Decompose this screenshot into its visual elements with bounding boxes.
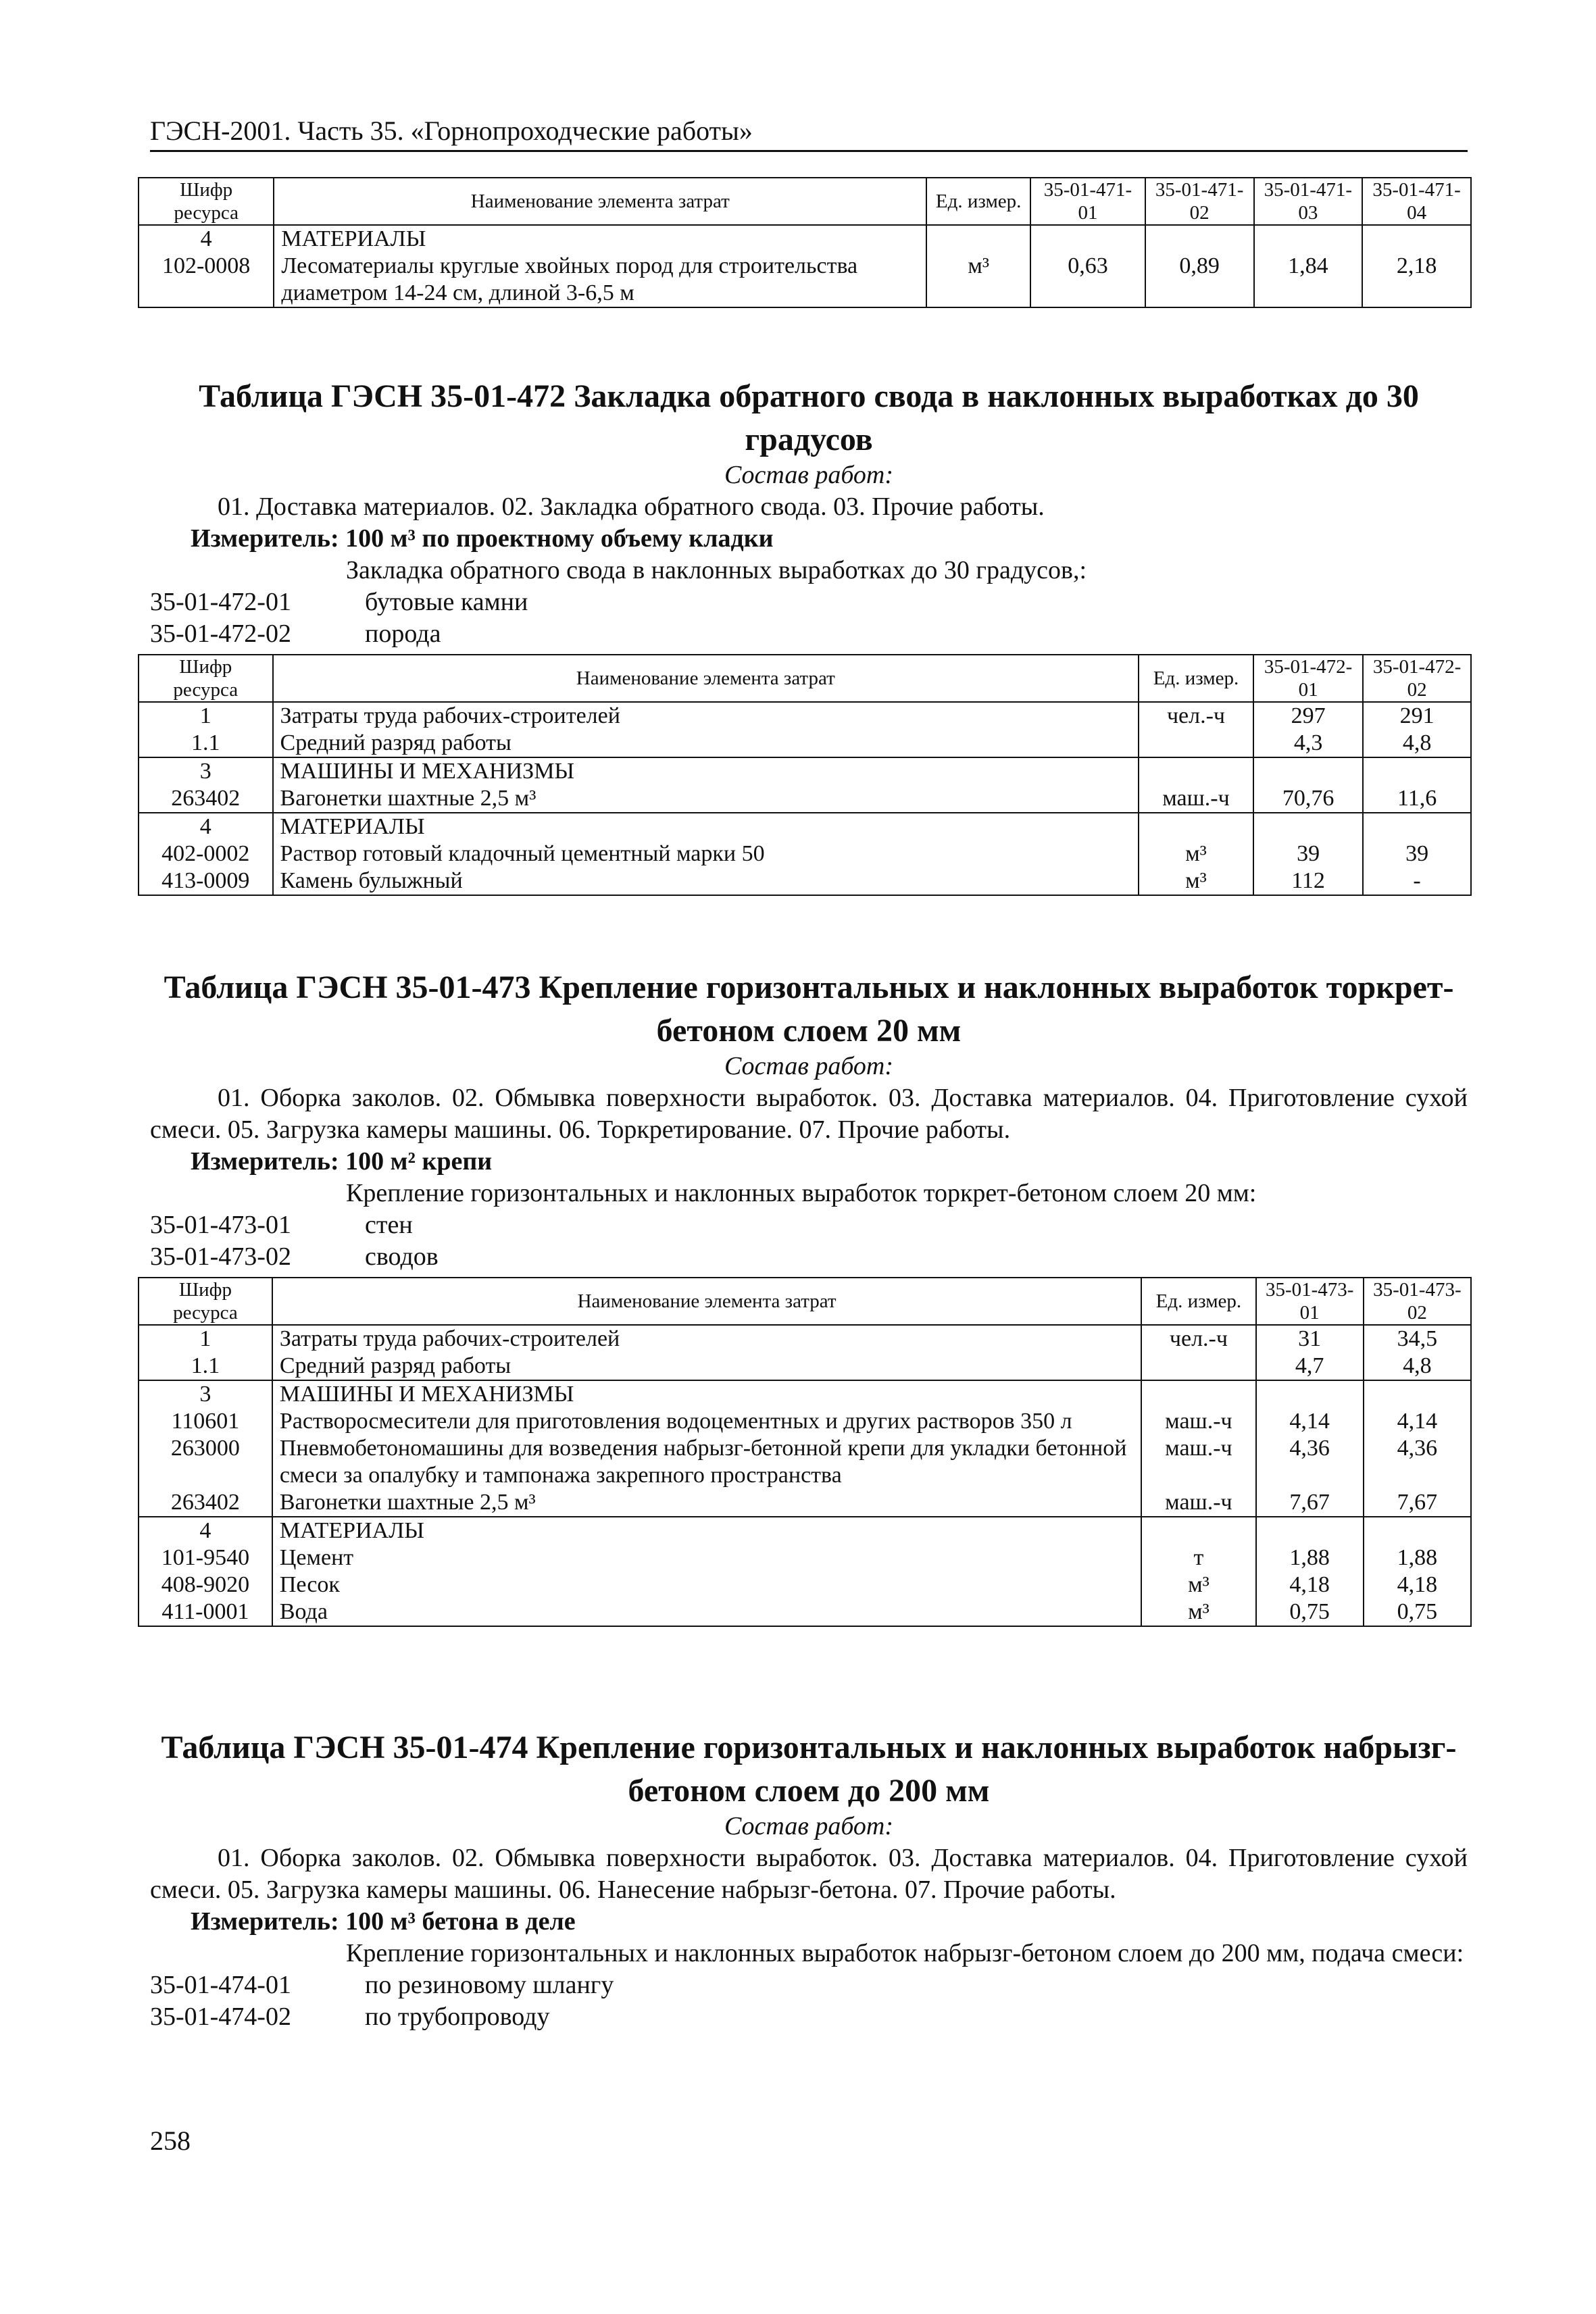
- row-unit: [1139, 730, 1253, 757]
- row-value: 4,18: [1364, 1571, 1471, 1599]
- table-row: [139, 867, 1471, 895]
- section-title-473: Таблица ГЭСН 35-01-473 Крепление горизонтальных и наклонных выработок торкрет-бетоном слоем 20 мм: [164, 970, 1454, 1049]
- col-unit-header: Ед. измер.: [1141, 1278, 1255, 1325]
- variant-row: [150, 618, 1468, 650]
- row-value: [1364, 1517, 1471, 1544]
- variants-description: Крепление горизонтальных и наклонных выработок торкрет-бетоном слоем 20 мм:: [346, 1179, 1257, 1207]
- row-unit: [1141, 1353, 1255, 1380]
- row-value: 34,5: [1364, 1325, 1471, 1353]
- page-number: 258: [150, 2126, 191, 2156]
- variant-text: по трубопроводу: [365, 2003, 550, 2031]
- variant-row: [150, 2001, 1468, 2033]
- row-value: 39: [1253, 840, 1363, 867]
- row-unit: чел.-ч: [1141, 1325, 1255, 1353]
- row-unit: т: [1141, 1544, 1255, 1571]
- variant-code: 35-01-474-02: [150, 2003, 291, 2031]
- row-name: МАТЕРИАЛЫ: [274, 225, 926, 253]
- variant-text: стен: [365, 1211, 413, 1239]
- section-body-473: [150, 1051, 1468, 1273]
- row-value: [1030, 225, 1145, 253]
- row-code: 4: [139, 225, 274, 253]
- section-body-474: [150, 1811, 1468, 2033]
- row-value: [1362, 225, 1471, 253]
- row-name: МАТЕРИАЛЫ: [272, 1517, 1141, 1544]
- row-name: Средний разряд работы: [272, 1353, 1141, 1380]
- col-name-header: Наименование элемента затрат: [272, 1278, 1141, 1325]
- variant-row: [150, 1969, 1468, 2001]
- col-name-header: Наименование элемента затрат: [273, 655, 1139, 702]
- row-code: 4: [139, 813, 273, 840]
- row-value: 4,7: [1256, 1353, 1364, 1380]
- composition-text: 01. Оборка заколов. 02. Обмывка поверхности выработок. 03. Доставка материалов. 04. Приготовление сухой смеси. 05. Загрузка камеры машины. 06. Нанесение набрызг-бетона. 07. Прочие работы.: [150, 1844, 1468, 1904]
- row-value: 70,76: [1253, 785, 1363, 813]
- row-code: 1: [139, 702, 273, 730]
- row-name: Средний разряд работы: [273, 730, 1139, 757]
- variant-text: порода: [365, 620, 441, 648]
- composition-text: 01. Оборка заколов. 02. Обмывка поверхности выработок. 03. Доставка материалов. 04. Приготовление сухой смеси. 05. Загрузка камеры машины. 06. Торкретирование. 07. Прочие работы.: [150, 1084, 1468, 1144]
- variant-text: сводов: [365, 1242, 439, 1271]
- row-value: [1253, 813, 1363, 840]
- row-value: [1364, 1380, 1471, 1408]
- row-name: Лесоматериалы круглые хвойных пород для строительства диаметром 14-24 см, длиной 3-6,5 м: [274, 253, 926, 307]
- col-code-header: Шифр ресурса: [139, 1278, 272, 1325]
- col-variant-header: 35-01-471-02: [1145, 178, 1254, 225]
- row-code: 1.1: [139, 1353, 272, 1380]
- variants-description: Закладка обратного свода в наклонных выработках до 30 градусов,:: [346, 556, 1087, 584]
- row-name: МАШИНЫ И МЕХАНИЗМЫ: [273, 757, 1139, 785]
- row-value: 4,14: [1256, 1408, 1364, 1435]
- table-row: [139, 1380, 1471, 1408]
- table-row: [139, 1408, 1471, 1435]
- col-variant-header: 35-01-471-01: [1030, 178, 1145, 225]
- table-row: [139, 702, 1471, 730]
- row-value: -: [1363, 867, 1471, 895]
- row-code: 413-0009: [139, 867, 273, 895]
- row-value: [1145, 225, 1254, 253]
- row-value: 31: [1256, 1325, 1364, 1353]
- row-value: 112: [1253, 867, 1363, 895]
- table-row: [139, 757, 1471, 785]
- col-variant-header: 35-01-471-04: [1362, 178, 1471, 225]
- variant-row: [150, 586, 1468, 618]
- col-unit-header: Ед. измер.: [1139, 655, 1253, 702]
- row-name: Камень булыжный: [273, 867, 1139, 895]
- row-unit: [1139, 757, 1253, 785]
- running-header: ГЭСН-2001. Часть 35. «Горнопроходческие работы»: [150, 114, 1468, 152]
- col-unit-header: Ед. измер.: [926, 178, 1030, 225]
- row-value: 2,18: [1362, 253, 1471, 307]
- row-value: 4,8: [1364, 1353, 1471, 1380]
- section-title-472: Таблица ГЭСН 35-01-472 Закладка обратного свода в наклонных выработках до 30 градусов: [199, 378, 1419, 457]
- row-name: Песок: [272, 1571, 1141, 1599]
- meter-line: Измеритель: 100 м³ по проектному объему кладки: [191, 524, 774, 553]
- col-variant-header: 35-01-472-01: [1253, 655, 1363, 702]
- variant-text: по резиновому шлангу: [365, 1971, 614, 1999]
- row-unit: м³: [1141, 1599, 1255, 1626]
- row-unit: [1141, 1517, 1255, 1544]
- table-row: [139, 1325, 1471, 1353]
- row-value: 0,63: [1030, 253, 1145, 307]
- row-code: 263402: [139, 785, 273, 813]
- composition-text: 01. Доставка материалов. 02. Закладка обратного свода. 03. Прочие работы.: [218, 493, 1045, 521]
- composition-label: Состав работ:: [724, 461, 894, 489]
- row-name: Вагонетки шахтные 2,5 м³: [273, 785, 1139, 813]
- row-code: 4: [139, 1517, 272, 1544]
- composition-label: Состав работ:: [724, 1812, 894, 1840]
- variant-row: [150, 1209, 1468, 1241]
- row-unit: м³: [1139, 840, 1253, 867]
- row-code: 411-0001: [139, 1599, 272, 1626]
- row-value: 4,8: [1363, 730, 1471, 757]
- row-unit: м³: [1139, 867, 1253, 895]
- table-row: [139, 225, 1471, 253]
- row-name: Затраты труда рабочих-строителей: [272, 1325, 1141, 1353]
- row-value: 1,88: [1364, 1544, 1471, 1571]
- row-name: МАТЕРИАЛЫ: [273, 813, 1139, 840]
- row-name: Цемент: [272, 1544, 1141, 1571]
- row-name: Раствор готовый кладочный цементный марки 50: [273, 840, 1139, 867]
- row-code: 1.1: [139, 730, 273, 757]
- table-header-row: [139, 655, 1471, 702]
- row-value: 297: [1253, 702, 1363, 730]
- variant-code: 35-01-473-02: [150, 1242, 291, 1271]
- table-row: [139, 1435, 1471, 1489]
- row-unit: [1141, 1380, 1255, 1408]
- table-row: [139, 253, 1471, 307]
- row-unit: [926, 225, 1030, 253]
- row-value: 4,18: [1256, 1571, 1364, 1599]
- row-value: 4,3: [1253, 730, 1363, 757]
- row-value: 0,75: [1256, 1599, 1364, 1626]
- col-variant-header: 35-01-473-01: [1256, 1278, 1364, 1325]
- row-code: 263000: [139, 1435, 272, 1489]
- row-code: 3: [139, 757, 273, 785]
- row-value: [1253, 757, 1363, 785]
- table-row: [139, 813, 1471, 840]
- table-header-row: [139, 178, 1471, 225]
- row-value: 1,88: [1256, 1544, 1364, 1571]
- row-value: 4,14: [1364, 1408, 1471, 1435]
- row-unit: маш.-ч: [1141, 1489, 1255, 1517]
- row-value: [1256, 1380, 1364, 1408]
- row-value: 7,67: [1256, 1489, 1364, 1517]
- section-body-472: [150, 459, 1468, 650]
- row-unit: маш.-ч: [1139, 785, 1253, 813]
- row-value: [1254, 225, 1363, 253]
- row-unit: маш.-ч: [1141, 1408, 1255, 1435]
- meter-line: Измеритель: 100 м³ бетона в деле: [191, 1907, 576, 1936]
- row-value: 0,75: [1364, 1599, 1471, 1626]
- col-name-header: Наименование элемента затрат: [274, 178, 926, 225]
- table-row: [139, 1571, 1471, 1599]
- row-name: Растворосмесители для приготовления водоцементных и других растворов 350 л: [272, 1408, 1141, 1435]
- variants-description: Крепление горизонтальных и наклонных выработок набрызг-бетоном слоем до 200 мм, подача смеси:: [346, 1939, 1464, 1967]
- table-row: [139, 1489, 1471, 1517]
- composition-label: Состав работ:: [724, 1052, 894, 1080]
- row-code: 101-9540: [139, 1544, 272, 1571]
- row-code: 110601: [139, 1408, 272, 1435]
- row-value: 1,84: [1254, 253, 1363, 307]
- row-unit: м³: [926, 253, 1030, 307]
- row-unit: [1139, 813, 1253, 840]
- row-value: 11,6: [1363, 785, 1471, 813]
- row-code: 408-9020: [139, 1571, 272, 1599]
- variant-row: [150, 1241, 1468, 1273]
- row-unit: маш.-ч: [1141, 1435, 1255, 1489]
- section-title-474: Таблица ГЭСН 35-01-474 Крепление горизонтальных и наклонных выработок набрызг-бетоном слоем до 200 мм: [161, 1730, 1457, 1809]
- row-name: МАШИНЫ И МЕХАНИЗМЫ: [272, 1380, 1141, 1408]
- row-name: Затраты труда рабочих-строителей: [273, 702, 1139, 730]
- row-value: 4,36: [1364, 1435, 1471, 1489]
- row-name: Пневмобетономашины для возведения набрызг-бетонной крепи для укладки бетонной смеси за опалубку и тампонажа закрепного пространства: [272, 1435, 1141, 1489]
- col-variant-header: 35-01-471-03: [1254, 178, 1363, 225]
- row-code: 1: [139, 1325, 272, 1353]
- row-code: 263402: [139, 1489, 272, 1517]
- row-unit: м³: [1141, 1571, 1255, 1599]
- variant-text: бутовые камни: [365, 588, 528, 616]
- table-row: [139, 840, 1471, 867]
- row-value: [1363, 813, 1471, 840]
- table-row: [139, 1353, 1471, 1380]
- row-value: 4,36: [1256, 1435, 1364, 1489]
- row-value: 39: [1363, 840, 1471, 867]
- resource-table-471: [138, 177, 1472, 308]
- table-header-row: [139, 1278, 1471, 1325]
- row-value: 291: [1363, 702, 1471, 730]
- row-value: [1363, 757, 1471, 785]
- row-name: Вагонетки шахтные 2,5 м³: [272, 1489, 1141, 1517]
- resource-table-472: [138, 654, 1472, 896]
- row-code: 102-0008: [139, 253, 274, 307]
- col-code-header: Шифр ресурса: [139, 655, 273, 702]
- variant-code: 35-01-472-01: [150, 588, 291, 616]
- table-row: [139, 1544, 1471, 1571]
- variant-code: 35-01-472-02: [150, 620, 291, 648]
- row-value: 0,89: [1145, 253, 1254, 307]
- table-row: [139, 1599, 1471, 1626]
- meter-line: Измеритель: 100 м² крепи: [191, 1147, 493, 1176]
- variant-code: 35-01-474-01: [150, 1971, 291, 1999]
- row-unit: чел.-ч: [1139, 702, 1253, 730]
- table-row: [139, 785, 1471, 813]
- col-code-header: Шифр ресурса: [139, 178, 274, 225]
- row-name: Вода: [272, 1599, 1141, 1626]
- table-row: [139, 1517, 1471, 1544]
- resource-table-473: [138, 1277, 1472, 1627]
- col-variant-header: 35-01-472-02: [1363, 655, 1471, 702]
- row-value: [1256, 1517, 1364, 1544]
- table-row: [139, 730, 1471, 757]
- col-variant-header: 35-01-473-02: [1364, 1278, 1471, 1325]
- row-code: 402-0002: [139, 840, 273, 867]
- variant-code: 35-01-473-01: [150, 1211, 291, 1239]
- row-code: 3: [139, 1380, 272, 1408]
- row-value: 7,67: [1364, 1489, 1471, 1517]
